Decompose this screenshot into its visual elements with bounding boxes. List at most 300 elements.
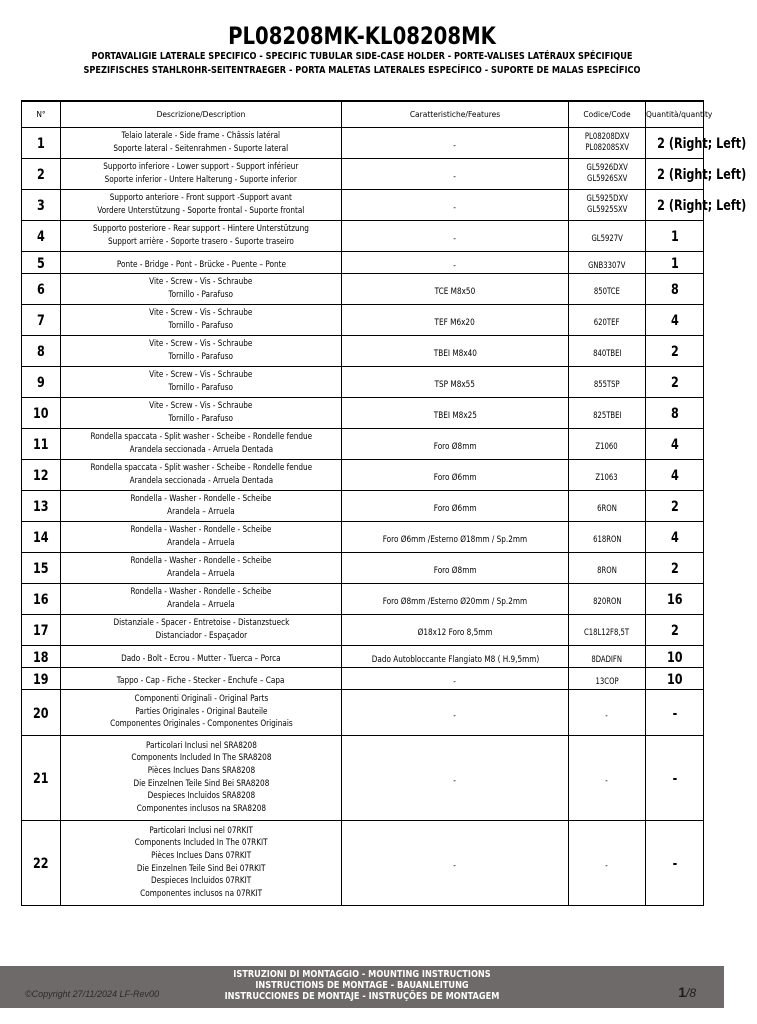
page-title: PL08208MK-KL08208MK — [228, 22, 496, 50]
cell-quantity-text: 1 — [670, 229, 679, 245]
cell-number-text: 22 — [33, 856, 49, 872]
table-row — [22, 552, 704, 583]
cell-quantity — [646, 689, 704, 735]
cell-code-text — [586, 162, 627, 184]
page-current: 1 — [678, 984, 686, 1000]
cell-description — [61, 667, 342, 689]
header-code: Codice/Code — [569, 101, 646, 127]
cell-number-text: 11 — [33, 437, 49, 453]
cell-number — [22, 735, 61, 820]
header-number: N° — [22, 101, 61, 127]
description-line: Tappo - Cap - Fiche - Stecker - Enchufe – Capa — [117, 676, 285, 687]
cell-number — [22, 335, 61, 366]
description-line: Components Included In The 07RKIT — [134, 838, 268, 849]
code-line: GL5926SXV — [586, 173, 628, 183]
header-features: Caratteristiche/Features — [342, 101, 569, 127]
cell-code-text — [593, 534, 621, 545]
table-row — [22, 459, 704, 490]
cell-description — [61, 251, 342, 273]
cell-description-text — [90, 431, 312, 456]
cell-code-text — [591, 233, 622, 244]
description-line: Rondella - Washer - Rondelle - Scheibe — [130, 586, 272, 597]
cell-features — [342, 335, 569, 366]
description-line: Supporto inferiore - Lower support - Support inférieur — [103, 161, 299, 172]
cell-description-text — [131, 586, 272, 611]
cell-description — [61, 366, 342, 397]
cell-quantity-text: 4 — [670, 313, 679, 329]
description-line: Arandela – Arruela — [167, 568, 235, 579]
cell-code-text — [596, 472, 618, 483]
table-row — [22, 428, 704, 459]
code-line: GNB3307V — [588, 259, 626, 270]
cell-number-text: 8 — [37, 344, 45, 360]
instructions-line-2: INSTRUCTIONS DE MONTAGE - BAUANLEITUNG — [255, 980, 469, 991]
cell-quantity — [646, 552, 704, 583]
cell-number — [22, 251, 61, 273]
code-line: 8RON — [597, 565, 617, 575]
code-line: Z1060 — [595, 441, 619, 451]
cell-description-text — [113, 617, 289, 642]
cell-number-text: 18 — [33, 649, 49, 666]
cell-code — [569, 820, 646, 905]
table-row — [22, 397, 704, 428]
code-line: 855TSP — [594, 379, 620, 389]
cell-description — [61, 158, 342, 189]
cell-code — [569, 127, 646, 158]
cell-quantity-text: 4 — [670, 468, 679, 484]
table-row — [22, 220, 704, 251]
cell-number-text: 10 — [33, 406, 49, 422]
cell-quantity-text: - — [672, 856, 677, 872]
cell-code-text — [593, 348, 621, 359]
cell-quantity-text: - — [672, 771, 677, 787]
cell-description — [61, 614, 342, 645]
description-line: Arandela – Arruela — [167, 506, 235, 517]
instructions-line-1: ISTRUZIONI DI MONTAGGIO - MOUNTING INSTRUCTIONS — [233, 969, 491, 980]
cell-features-text: Foro Ø6mm — [433, 504, 477, 514]
cell-quantity — [646, 428, 704, 459]
cell-description-text — [110, 693, 293, 731]
code-line: GL5925DXV — [586, 193, 628, 203]
cell-code-text — [594, 286, 620, 297]
description-line: Supporto anteriore - Front support -Support avant — [109, 192, 293, 203]
description-line: Tornillo - Parafuso — [168, 320, 234, 331]
cell-code — [569, 158, 646, 189]
table-header-row — [22, 101, 704, 127]
cell-features — [342, 397, 569, 428]
cell-number-text: 14 — [33, 530, 49, 546]
cell-number — [22, 521, 61, 552]
cell-features-text: - — [453, 776, 457, 786]
table-row — [22, 645, 704, 667]
cell-features — [342, 820, 569, 905]
cell-number-text: 20 — [33, 705, 49, 722]
cell-features-text: - — [453, 141, 457, 151]
cell-features-text: Foro Ø6mm /Esterno Ø18mm / Sp.2mm — [382, 535, 528, 545]
cell-features — [342, 273, 569, 304]
cell-description-text — [149, 338, 252, 363]
description-line: Vite - Screw - Vis - Schraube — [149, 276, 253, 287]
description-line: Despieces Incluidos 07RKIT — [150, 876, 252, 887]
document-header — [0, 22, 724, 78]
cell-features — [342, 521, 569, 552]
cell-number-text: 6 — [37, 282, 45, 298]
cell-quantity — [646, 490, 704, 521]
cell-description — [61, 820, 342, 905]
cell-description-text — [135, 825, 268, 901]
cell-number-text: 12 — [33, 468, 49, 484]
description-line: Distanciador - Espaçador — [155, 630, 247, 641]
table-row — [22, 490, 704, 521]
cell-description — [61, 689, 342, 735]
code-line: PL08208DXV — [584, 131, 630, 141]
cell-number — [22, 158, 61, 189]
cell-number — [22, 490, 61, 521]
cell-features — [342, 127, 569, 158]
cell-features — [342, 428, 569, 459]
cell-description — [61, 645, 342, 667]
cell-features-text: - — [453, 172, 457, 182]
cell-number — [22, 552, 61, 583]
description-line: Vite - Screw - Vis - Schraube — [149, 307, 253, 318]
cell-features — [342, 220, 569, 251]
cell-quantity-text: 8 — [670, 282, 679, 298]
cell-code — [569, 428, 646, 459]
cell-code — [569, 273, 646, 304]
cell-features-text: - — [453, 676, 457, 687]
code-line: 840TBEI — [592, 348, 622, 358]
cell-description — [61, 428, 342, 459]
cell-code — [569, 645, 646, 667]
cell-code — [569, 366, 646, 397]
cell-description-text — [131, 493, 272, 518]
code-line: GL5925SXV — [586, 204, 628, 214]
cell-code-text — [593, 596, 621, 607]
description-line: Parties Originales - Original Bauteile — [134, 706, 268, 717]
description-line: Componentes inclusos na SRA8208 — [136, 803, 266, 814]
cell-code-text — [606, 775, 608, 786]
cell-description-text — [93, 223, 309, 248]
table-row — [22, 189, 704, 220]
cell-features-text: - — [453, 260, 457, 271]
cell-description — [61, 521, 342, 552]
cell-code-text — [597, 503, 617, 514]
cell-quantity-text: 10 — [666, 649, 683, 666]
cell-quantity — [646, 459, 704, 490]
cell-description-text — [103, 161, 298, 186]
description-line: Distanziale - Spacer - Entretoise - Distanzstueck — [113, 617, 289, 628]
cell-description — [61, 304, 342, 335]
instructions-line-3: INSTRUCCIONES DE MONTAJE - INSTRUÇÕES DE MONTAGEM — [224, 991, 500, 1002]
description-line: Arandela seccionada - Arruela Dentada — [129, 444, 273, 455]
page-number — [678, 984, 696, 1000]
cell-number — [22, 220, 61, 251]
cell-code — [569, 552, 646, 583]
cell-quantity — [646, 335, 704, 366]
description-line: Componentes inclusos na 07RKIT — [139, 888, 262, 899]
cell-number-text: 5 — [37, 255, 45, 272]
cell-code — [569, 667, 646, 689]
table-row — [22, 667, 704, 689]
cell-description — [61, 189, 342, 220]
code-line: 618RON — [592, 534, 622, 544]
cell-code-text — [584, 627, 629, 638]
cell-number-text: 19 — [33, 671, 49, 688]
cell-features-text: - — [453, 234, 457, 244]
description-line: Tornillo - Parafuso — [168, 289, 234, 300]
table-row — [22, 158, 704, 189]
cell-description — [61, 273, 342, 304]
cell-quantity — [646, 735, 704, 820]
cell-quantity-text: 2 — [670, 623, 679, 639]
cell-quantity-text: 4 — [670, 437, 679, 453]
description-line: Componentes Originales - Componentes Originais — [109, 719, 293, 730]
table-row — [22, 583, 704, 614]
cell-code — [569, 459, 646, 490]
table-row — [22, 735, 704, 820]
cell-code-text — [593, 410, 621, 421]
cell-quantity — [646, 667, 704, 689]
cell-description-text — [149, 400, 252, 425]
cell-features-text: Dado Autobloccante Flangiato M8 ( H.9,5mm) — [371, 654, 539, 665]
code-line: 13COP — [595, 675, 619, 686]
table-body — [22, 127, 747, 905]
cell-features-text: - — [453, 203, 457, 213]
description-line: Vite - Screw - Vis - Schraube — [149, 338, 253, 349]
cell-number-text: 15 — [33, 561, 49, 577]
cell-features-text: Foro Ø8mm — [433, 442, 477, 452]
cell-quantity — [646, 220, 704, 251]
cell-quantity — [646, 158, 747, 189]
description-line: Support arrière - Soporte trasero - Suporte traseiro — [108, 236, 294, 247]
cell-features — [342, 614, 569, 645]
cell-quantity-text: 2 (Right; Left) — [657, 167, 747, 183]
cell-features — [342, 490, 569, 521]
cell-features — [342, 552, 569, 583]
cell-code-text — [585, 131, 630, 153]
cell-description — [61, 735, 342, 820]
cell-number — [22, 614, 61, 645]
cell-code-text — [592, 654, 623, 665]
cell-description-text — [131, 740, 271, 816]
table-row — [22, 521, 704, 552]
cell-quantity — [646, 397, 704, 428]
table-row — [22, 820, 704, 905]
cell-code — [569, 397, 646, 428]
description-line: Pièces Inclues Dans 07RKIT — [150, 850, 252, 861]
cell-number — [22, 645, 61, 667]
parts-table-container — [21, 100, 747, 906]
cell-code-text — [588, 260, 625, 271]
cell-description-text — [131, 524, 272, 549]
cell-quantity-text: 2 — [670, 499, 679, 515]
cell-features-text: Ø18x12 Foro 8,5mm — [417, 628, 493, 638]
cell-features — [342, 304, 569, 335]
cell-code — [569, 490, 646, 521]
cell-number — [22, 127, 61, 158]
cell-code — [569, 220, 646, 251]
cell-description-text — [116, 259, 285, 272]
cell-features — [342, 189, 569, 220]
cell-code-text — [594, 317, 620, 328]
cell-number-text: 13 — [33, 499, 49, 515]
description-line: Rondella - Washer - Rondelle - Scheibe — [130, 524, 272, 535]
cell-quantity — [646, 189, 747, 220]
cell-quantity — [646, 304, 704, 335]
cell-quantity-text: 2 — [670, 344, 679, 360]
table-row — [22, 127, 704, 158]
code-line: 820RON — [592, 596, 622, 606]
cell-description-text — [121, 653, 280, 666]
page-total: /8 — [685, 986, 696, 1000]
cell-number — [22, 397, 61, 428]
cell-description — [61, 397, 342, 428]
cell-number — [22, 428, 61, 459]
cell-description-text — [117, 675, 285, 688]
table-row — [22, 614, 704, 645]
cell-quantity — [646, 820, 704, 905]
description-line: Ponte - Bridge - Pont - Brücke - Puente – Ponte — [116, 260, 286, 271]
cell-features-text: TCE M8x50 — [434, 287, 476, 297]
cell-quantity-text: 2 — [670, 375, 679, 391]
code-line: 8DADIFN — [591, 653, 623, 664]
cell-features-text: - — [453, 861, 457, 871]
cell-features-text: TEF M6x20 — [434, 318, 476, 328]
cell-number-text: 9 — [37, 375, 45, 391]
code-line: PL08208SXV — [585, 142, 629, 152]
description-line: Telaio laterale - Side frame - Châssis latéral — [121, 130, 281, 141]
cell-code — [569, 335, 646, 366]
table-row — [22, 366, 704, 397]
cell-code-text — [606, 860, 608, 871]
header-description: Descrizione/Description — [61, 101, 342, 127]
cell-features-text: TBEI M8x40 — [433, 349, 477, 359]
cell-number — [22, 459, 61, 490]
code-line: - — [605, 709, 609, 720]
description-line: Dado - Bolt - Ecrou - Mutter - Tuerca – Porca — [121, 654, 281, 665]
parts-table — [21, 100, 747, 906]
description-line: Supporto posteriore - Rear support - Hintere Unterstützung — [93, 223, 309, 234]
cell-number — [22, 820, 61, 905]
cell-quantity-text: 1 — [670, 255, 679, 272]
cell-quantity — [646, 645, 704, 667]
cell-code — [569, 735, 646, 820]
cell-description — [61, 459, 342, 490]
cell-features — [342, 366, 569, 397]
description-line: Vite - Screw - Vis - Schraube — [149, 400, 253, 411]
cell-description-text — [114, 130, 289, 155]
cell-features — [342, 583, 569, 614]
code-line: - — [605, 860, 609, 870]
description-line: Soporte inferior - Untere Halterung - Suporte inferior — [104, 174, 298, 185]
table-row — [22, 689, 704, 735]
cell-code — [569, 521, 646, 552]
cell-code-text — [597, 565, 617, 576]
description-line: Tornillo - Parafuso — [168, 382, 234, 393]
cell-number-text: 2 — [37, 167, 45, 183]
cell-features-text: TBEI M8x25 — [433, 411, 477, 421]
cell-number — [22, 304, 61, 335]
description-line: Die Einzelnen Teile Sind Bei 07RKIT — [136, 863, 266, 874]
cell-quantity — [646, 521, 704, 552]
cell-code — [569, 689, 646, 735]
description-line: Rondella - Washer - Rondelle - Scheibe — [130, 493, 272, 504]
cell-description-text — [149, 276, 252, 301]
cell-features — [342, 645, 569, 667]
cell-features — [342, 251, 569, 273]
description-line: Die Einzelnen Teile Sind Bei SRA8208 — [133, 778, 269, 789]
cell-code — [569, 189, 646, 220]
cell-number-text: 16 — [33, 592, 49, 608]
cell-number-text: 17 — [33, 623, 49, 639]
cell-quantity — [646, 273, 704, 304]
cell-description — [61, 127, 342, 158]
cell-quantity-text: - — [672, 705, 677, 722]
cell-number-text: 7 — [37, 313, 45, 329]
cell-quantity — [646, 127, 747, 158]
header-quantity: Quantità/quantity — [646, 101, 704, 127]
cell-features — [342, 735, 569, 820]
cell-number — [22, 667, 61, 689]
cell-quantity — [646, 251, 704, 273]
cell-number — [22, 583, 61, 614]
description-line: Arandela – Arruela — [167, 537, 235, 548]
cell-number-text: 4 — [37, 229, 45, 245]
description-line: Rondella spaccata - Split washer - Scheibe - Rondelle fendue — [90, 462, 312, 473]
code-line: 620TEF — [594, 317, 620, 327]
cell-number-text: 21 — [33, 771, 49, 787]
cell-description — [61, 583, 342, 614]
description-line: Rondella spaccata - Split washer - Scheibe - Rondelle fendue — [90, 431, 312, 442]
cell-features-text: Foro Ø8mm /Esterno Ø20mm / Sp.2mm — [382, 597, 528, 607]
cell-features — [342, 158, 569, 189]
cell-quantity — [646, 614, 704, 645]
cell-code — [569, 583, 646, 614]
cell-code-text — [596, 441, 618, 452]
description-line: Tornillo - Parafuso — [168, 413, 234, 424]
subtitle-line-2: SPEZIFISCHES STAHLROHR-SEITENTRAEGER - PORTA MALETAS LATERALES ESPECÍFICO - SUPORTE DE MALAS ESPECÍFICO — [83, 65, 641, 76]
cell-quantity-text: 4 — [670, 530, 679, 546]
description-line: Despieces Incluidos SRA8208 — [147, 791, 255, 802]
description-line: Arandela seccionada - Arruela Dentada — [129, 475, 273, 486]
cell-number-text: 1 — [37, 136, 45, 152]
cell-quantity-text: 16 — [666, 592, 683, 608]
cell-number — [22, 189, 61, 220]
cell-features-text: Foro Ø8mm — [433, 566, 477, 576]
code-line: C18L12F8,5T — [584, 627, 630, 637]
cell-description — [61, 490, 342, 521]
table-row — [22, 335, 704, 366]
cell-number-text: 3 — [37, 198, 45, 214]
code-line: - — [605, 775, 609, 785]
cell-quantity-text: 10 — [666, 671, 683, 688]
cell-code-text — [595, 676, 618, 687]
cell-quantity — [646, 366, 704, 397]
cell-number — [22, 689, 61, 735]
code-line: 825TBEI — [592, 410, 622, 420]
cell-description — [61, 552, 342, 583]
cell-description — [61, 335, 342, 366]
cell-quantity-text: 8 — [670, 406, 679, 422]
code-line: 850TCE — [593, 286, 621, 296]
code-line: GL5927V — [591, 233, 623, 243]
cell-features — [342, 667, 569, 689]
cell-number — [22, 273, 61, 304]
cell-quantity-text: 2 — [670, 561, 679, 577]
footer-bar — [0, 966, 724, 1008]
description-line: Vordere Unterstützung - Soporte frontal - Suporte frontal — [97, 205, 305, 216]
description-line: Tornillo - Parafuso — [168, 351, 234, 362]
